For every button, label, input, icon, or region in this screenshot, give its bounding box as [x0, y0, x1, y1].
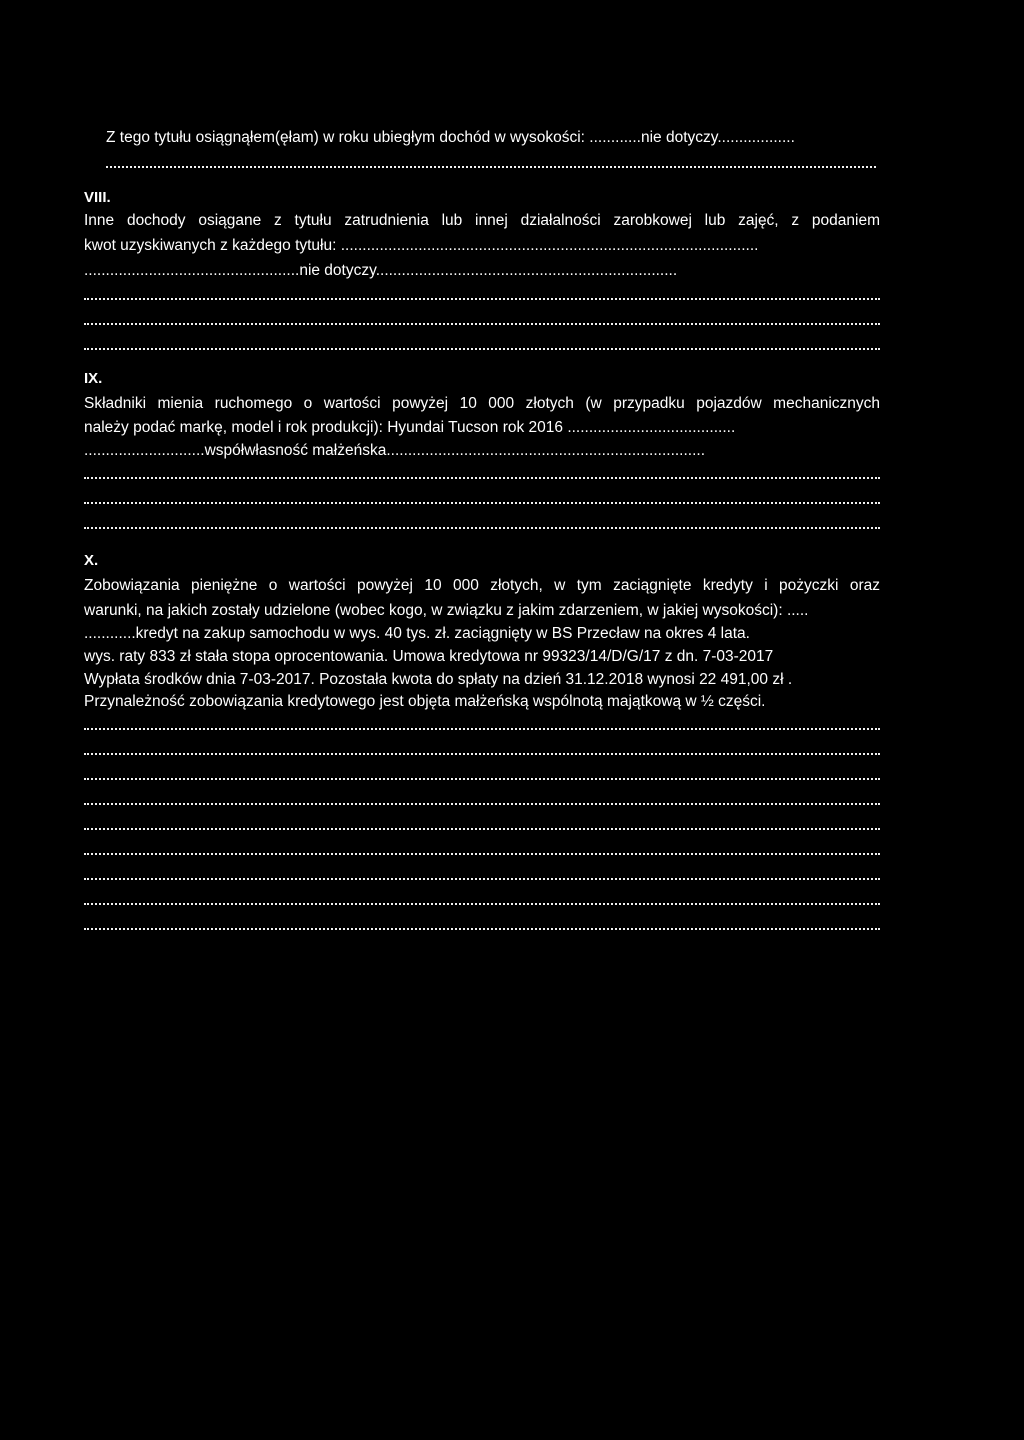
- section-viii-text-line-2: kwot uzyskiwanych z każdego tytułu: .................................................................................................: [84, 237, 759, 254]
- section-x-answer-line-3: Wypłata środków dnia 7-03-2017. Pozostała kwota do spłaty na dzień 31.12.2018 wynosi 22 491,00 zł .: [84, 671, 793, 688]
- income-statement-line: Z tego tytułu osiągnąłem(ęłam) w roku ubiegłym dochód w wysokości: ............nie dotyczy..................: [106, 129, 795, 146]
- section-x-answer-line-2: wys. raty 833 zł stała stopa oprocentowania. Umowa kredytowa nr 99323/14/D/G/17 z dn. 7-03-2017: [84, 648, 774, 665]
- dotted-fill-line: [84, 916, 880, 930]
- dotted-fill-line: [84, 866, 880, 880]
- section-ix-heading: IX.: [84, 370, 103, 387]
- dotted-fill-line: [84, 490, 880, 504]
- dotted-fill-line: [84, 336, 880, 350]
- section-x-text-line-1: Zobowiązania pieniężne o wartości powyżej 10 000 złotych, w tym zaciągnięte kredyty i pożyczki oraz: [84, 577, 880, 594]
- dotted-fill-line: [106, 154, 876, 168]
- dotted-fill-line: [84, 286, 880, 300]
- dotted-fill-line: [84, 741, 880, 755]
- dotted-fill-line: [84, 891, 880, 905]
- section-x-heading: X.: [84, 552, 99, 569]
- section-viii-heading: VIII.: [84, 189, 111, 206]
- section-viii-text-line-1: Inne dochody osiągane z tytułu zatrudnienia lub innej działalności zarobkowej lub zajęć, z podaniem: [84, 212, 880, 229]
- section-x-answer-line-1: ............kredyt na zakup samochodu w wys. 40 tys. zł. zaciągnięty w BS Przecław na okres 4 lata.: [84, 625, 750, 642]
- section-viii-answer-line: ..................................................nie dotyczy......................................................................: [84, 262, 678, 279]
- section-ix-answer-line: ............................współwłasność małżeńska..........................................................................: [84, 442, 706, 459]
- dotted-fill-line: [84, 816, 880, 830]
- section-ix-text-line-1: Składniki mienia ruchomego o wartości powyżej 10 000 złotych (w przypadku pojazdów mechanicznych: [84, 395, 880, 412]
- dotted-fill-line: [84, 515, 880, 529]
- dotted-fill-line: [84, 311, 880, 325]
- dotted-fill-line: [84, 766, 880, 780]
- section-ix-text-line-2: należy podać markę, model i rok produkcji): Hyundai Tucson rok 2016 .......................................: [84, 419, 736, 436]
- section-x-text-line-2: warunki, na jakich zostały udzielone (wobec kogo, w związku z jakim zdarzeniem, w jakiej wysokości): .....: [84, 602, 809, 619]
- dotted-fill-line: [84, 791, 880, 805]
- section-x-answer-line-4: Przynależność zobowiązania kredytowego jest objęta małżeńską wspólnotą majątkową w ½ części.: [84, 693, 766, 710]
- dotted-fill-line: [84, 465, 880, 479]
- dotted-fill-line: [84, 716, 880, 730]
- dotted-fill-line: [84, 841, 880, 855]
